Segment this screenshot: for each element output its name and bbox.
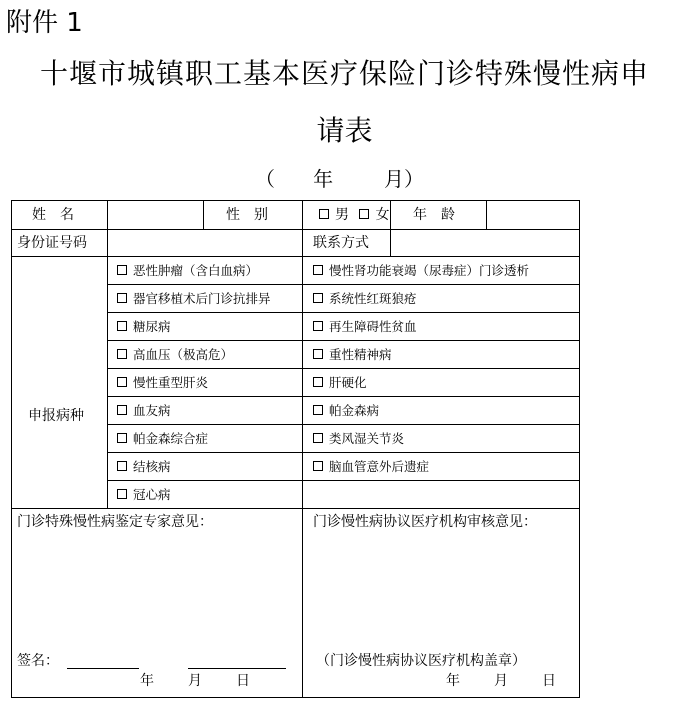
checkbox[interactable] (117, 405, 127, 415)
left-date-month: 月 (188, 673, 202, 689)
form-title-line1: 十堰市城镇职工基本医疗保险门诊特殊慢性病申 (39, 57, 649, 90)
checkbox[interactable] (313, 377, 323, 387)
right-date-day: 日 (542, 673, 556, 689)
checkbox[interactable] (313, 321, 323, 331)
disease-option-left[interactable] (117, 346, 233, 364)
checkbox[interactable] (313, 265, 323, 275)
disease-option-left[interactable] (117, 402, 171, 420)
signature-label: 签名： (17, 653, 59, 669)
age-field[interactable] (490, 203, 576, 227)
age-label: 年 龄 (413, 207, 455, 223)
disease-option-right[interactable] (313, 402, 379, 420)
contact-field[interactable] (394, 232, 576, 254)
disease-label: 再生障碍性贫血 (329, 319, 417, 334)
disease-option-right[interactable] (313, 374, 367, 392)
disease-option-left[interactable] (117, 430, 208, 448)
checkbox[interactable] (313, 433, 323, 443)
disease-option-right[interactable] (313, 458, 429, 476)
disease-type-label: 申报病种 (28, 408, 84, 424)
male-label: 男 (335, 207, 349, 223)
disease-option-right[interactable] (313, 318, 417, 336)
checkbox[interactable] (117, 489, 127, 499)
disease-label: 血友病 (133, 403, 171, 418)
name-field[interactable] (110, 203, 200, 227)
disease-label: 帕金森病 (329, 403, 380, 418)
period-month: 月） (384, 167, 425, 191)
disease-label: 重性精神病 (329, 347, 392, 362)
form-title-line2: 请表 (316, 114, 373, 147)
checkbox[interactable] (117, 265, 127, 275)
disease-label: 系统性红斑狼疮 (329, 291, 417, 306)
checkbox[interactable] (313, 349, 323, 359)
expert-opinion-field[interactable] (14, 534, 299, 644)
attachment-label: 附件 1 (6, 8, 83, 38)
checkbox[interactable] (313, 461, 323, 471)
right-date-year: 年 (446, 673, 460, 689)
disease-option-left[interactable] (117, 290, 271, 308)
disease-label: 高血压（极高危） (133, 347, 234, 362)
checkbox[interactable] (313, 405, 323, 415)
disease-label: 慢性重型肝炎 (133, 375, 209, 390)
disease-label: 帕金森综合症 (133, 431, 209, 446)
disease-option-right[interactable] (313, 346, 392, 364)
disease-label: 肝硬化 (329, 375, 367, 390)
name-label: 姓 名 (32, 207, 74, 223)
signature-line[interactable] (67, 668, 139, 669)
stamp-label: （门诊慢性病协议医疗机构盖章） (316, 653, 526, 669)
checkbox[interactable] (117, 293, 127, 303)
checkbox[interactable] (117, 461, 127, 471)
disease-label: 类风湿关节炎 (329, 431, 405, 446)
disease-label: 恶性肿瘤（含白血病） (133, 263, 259, 278)
disease-option-left[interactable] (117, 318, 171, 336)
gender-options (319, 206, 389, 224)
period-year: 年 (313, 167, 334, 191)
id-number-label: 身份证号码 (17, 235, 87, 251)
female-label: 女 (375, 207, 390, 223)
checkbox[interactable] (313, 293, 323, 303)
gender-label: 性 别 (226, 207, 268, 223)
disease-option-right[interactable] (313, 430, 404, 448)
disease-option-right[interactable] (313, 262, 529, 280)
disease-option-left[interactable] (117, 486, 171, 504)
disease-option-right[interactable] (313, 290, 417, 308)
period-open: （ (255, 167, 275, 191)
right-date-month: 月 (494, 673, 508, 689)
disease-label: 慢性肾功能衰竭（尿毒症）门诊透析 (329, 263, 530, 278)
disease-label: 糖尿病 (133, 319, 171, 334)
disease-label: 冠心病 (133, 487, 171, 502)
disease-option-left[interactable] (117, 458, 171, 476)
checkbox[interactable] (117, 349, 127, 359)
male-checkbox[interactable] (319, 209, 329, 219)
institution-opinion-label: 门诊慢性病协议医疗机构审核意见： (313, 514, 537, 530)
disease-label: 器官移植术后门诊抗排异 (133, 291, 271, 306)
checkbox[interactable] (117, 321, 127, 331)
checkbox[interactable] (117, 377, 127, 387)
signature-line-2[interactable] (188, 668, 286, 669)
disease-label: 脑血管意外后遗症 (329, 459, 430, 474)
female-checkbox[interactable] (359, 209, 369, 219)
institution-opinion-field[interactable] (306, 534, 576, 644)
disease-label: 结核病 (133, 459, 171, 474)
id-number-field[interactable] (110, 232, 299, 254)
left-date-year: 年 (140, 673, 154, 689)
disease-option-left[interactable] (117, 374, 208, 392)
left-date-day: 日 (236, 673, 250, 689)
disease-option-left[interactable] (117, 262, 258, 280)
checkbox[interactable] (117, 433, 127, 443)
expert-opinion-label: 门诊特殊慢性病鉴定专家意见： (17, 514, 213, 530)
contact-label: 联系方式 (313, 235, 369, 251)
